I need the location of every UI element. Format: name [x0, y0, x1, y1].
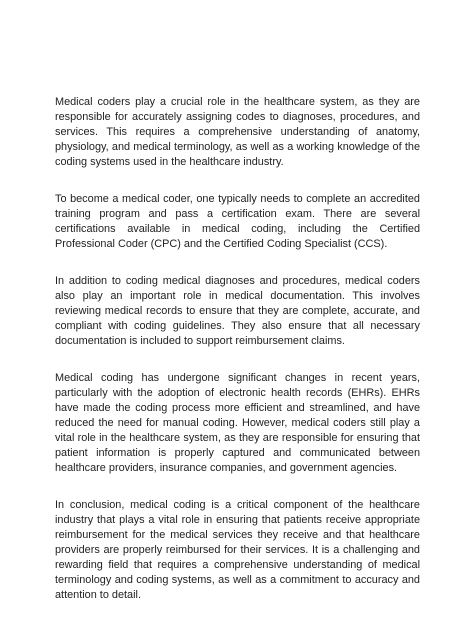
paragraph-3: In addition to coding medical diagnoses and procedures, medical coders also play an important role in medical documentation. This involves reviewing medical records to ensure that they are complete, accurate, and compliant with coding guidelines. They also ensure that all necessary documentation is included to support reimbursement claims.	[55, 275, 420, 347]
paragraph-1: Medical coders play a crucial role in the healthcare system, as they are responsible for accurately assigning codes to diagnoses, procedures, and services. This requires a comprehensive understanding of anatomy, physiology, and medical terminology, as well as a working knowledge of the coding systems used in the healthcare industry.	[55, 96, 420, 168]
paragraph-5: In conclusion, medical coding is a critical component of the healthcare industry that plays a vital role in ensuring that patients receive appropriate reimbursement for the medical services they receive and that healthcare providers are properly reimbursed for their services. It is a challenging and rewarding field that requires a comprehensive understanding of medical terminology and coding systems, as well as a commitment to accuracy and attention to detail.	[55, 499, 420, 601]
document-body	[55, 95, 420, 625]
paragraph-4: Medical coding has undergone significant changes in recent years, particularly with the adoption of electronic health records (EHRs). EHRs have made the coding process more efficient and streamlined, and have reduced the need for manual coding. However, medical coders still play a vital role in the healthcare system, as they are responsible for ensuring that patient information is properly captured and communicated between healthcare providers, insurance companies, and government agencies.	[55, 372, 420, 474]
paragraph-2: To become a medical coder, one typically needs to complete an accredited training program and pass a certification exam. There are several certifications available in medical coding, including the Certified Professional Coder (CPC) and the Certified Coding Specialist (CCS).	[55, 193, 420, 250]
